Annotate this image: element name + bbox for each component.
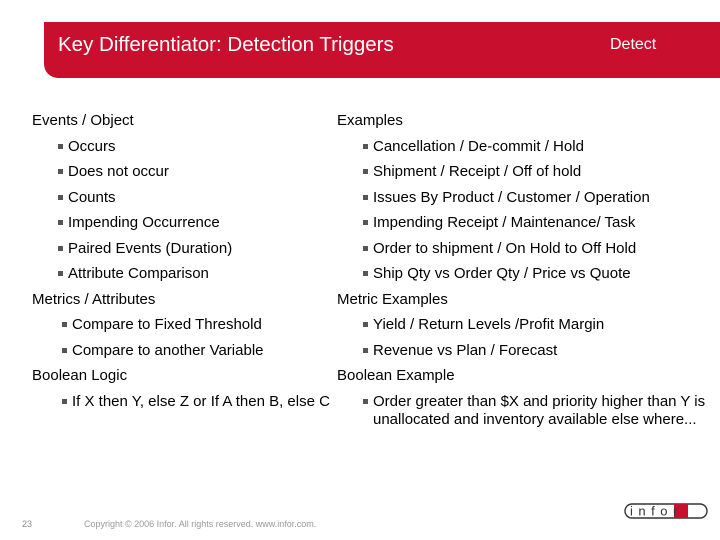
events-heading: Events / Object [32, 112, 134, 129]
bullet-icon [58, 144, 63, 149]
bullet-icon [363, 246, 368, 251]
bullet-icon [363, 169, 368, 174]
list-item: If X then Y, else Z or If A then B, else C [32, 393, 332, 433]
list-item: Counts [32, 189, 332, 215]
boolean-example-list [337, 393, 720, 453]
bullet-icon [58, 195, 63, 200]
list-item: Yield / Return Levels /Profit Margin [337, 316, 720, 342]
list-item: Cancellation / De-commit / Hold [337, 138, 720, 164]
list-item: Order greater than $X and priority higher than Y is unallocated and inventory available else where... [337, 393, 720, 453]
list-item: Revenue vs Plan / Forecast [337, 342, 720, 368]
bullet-icon [363, 144, 368, 149]
bullet-icon [363, 399, 368, 404]
bullet-icon [58, 246, 63, 251]
bullet-icon [58, 271, 63, 276]
list-item: Impending Receipt / Maintenance/ Task [337, 214, 720, 240]
boolean-list [32, 393, 332, 433]
bullet-icon [363, 195, 368, 200]
list-item: Ship Qty vs Order Qty / Price vs Quote [337, 265, 720, 291]
bullet-icon [62, 348, 67, 353]
boolean-heading: Boolean Logic [32, 367, 128, 384]
list-item: Issues By Product / Customer / Operation [337, 189, 720, 215]
list-item: Compare to another Variable [32, 342, 332, 368]
metric-examples-list [337, 316, 720, 367]
list-item: Occurs [32, 138, 332, 164]
left-column [32, 112, 332, 433]
bullet-icon [363, 322, 368, 327]
examples-list [337, 138, 720, 291]
copyright-notice: Copyright © 2006 Infor. All rights reserved. www.infor.com. [84, 519, 317, 529]
boolean-example-heading: Boolean Example [337, 367, 455, 384]
slide-title: Key Differentiator: Detection Triggers [58, 33, 394, 56]
metrics-list [32, 316, 332, 367]
examples-heading: Examples [337, 112, 403, 129]
infor-logo-icon [624, 496, 708, 524]
page-number: 23 [22, 519, 33, 529]
section-label: Detect [610, 36, 657, 53]
list-item: Paired Events (Duration) [32, 240, 332, 266]
list-item: Order to shipment / On Hold to Off Hold [337, 240, 720, 266]
metric-examples-heading: Metric Examples [337, 290, 448, 308]
bullet-icon [58, 220, 63, 225]
bullet-icon [363, 220, 368, 225]
list-item: Impending Occurrence [32, 214, 332, 240]
bullet-icon [363, 348, 368, 353]
metrics-heading: Metrics / Attributes [32, 290, 156, 308]
list-item: Attribute Comparison [32, 265, 332, 291]
logo-wordmark: infor [630, 503, 683, 519]
bullet-icon [62, 322, 67, 327]
bullet-icon [363, 271, 368, 276]
list-item: Compare to Fixed Threshold [32, 316, 332, 342]
list-item: Does not occur [32, 163, 332, 189]
events-list [32, 138, 332, 291]
bullet-icon [58, 169, 63, 174]
bullet-icon [62, 399, 67, 404]
right-column [337, 112, 720, 453]
list-item: Shipment / Receipt / Off of hold [337, 163, 720, 189]
